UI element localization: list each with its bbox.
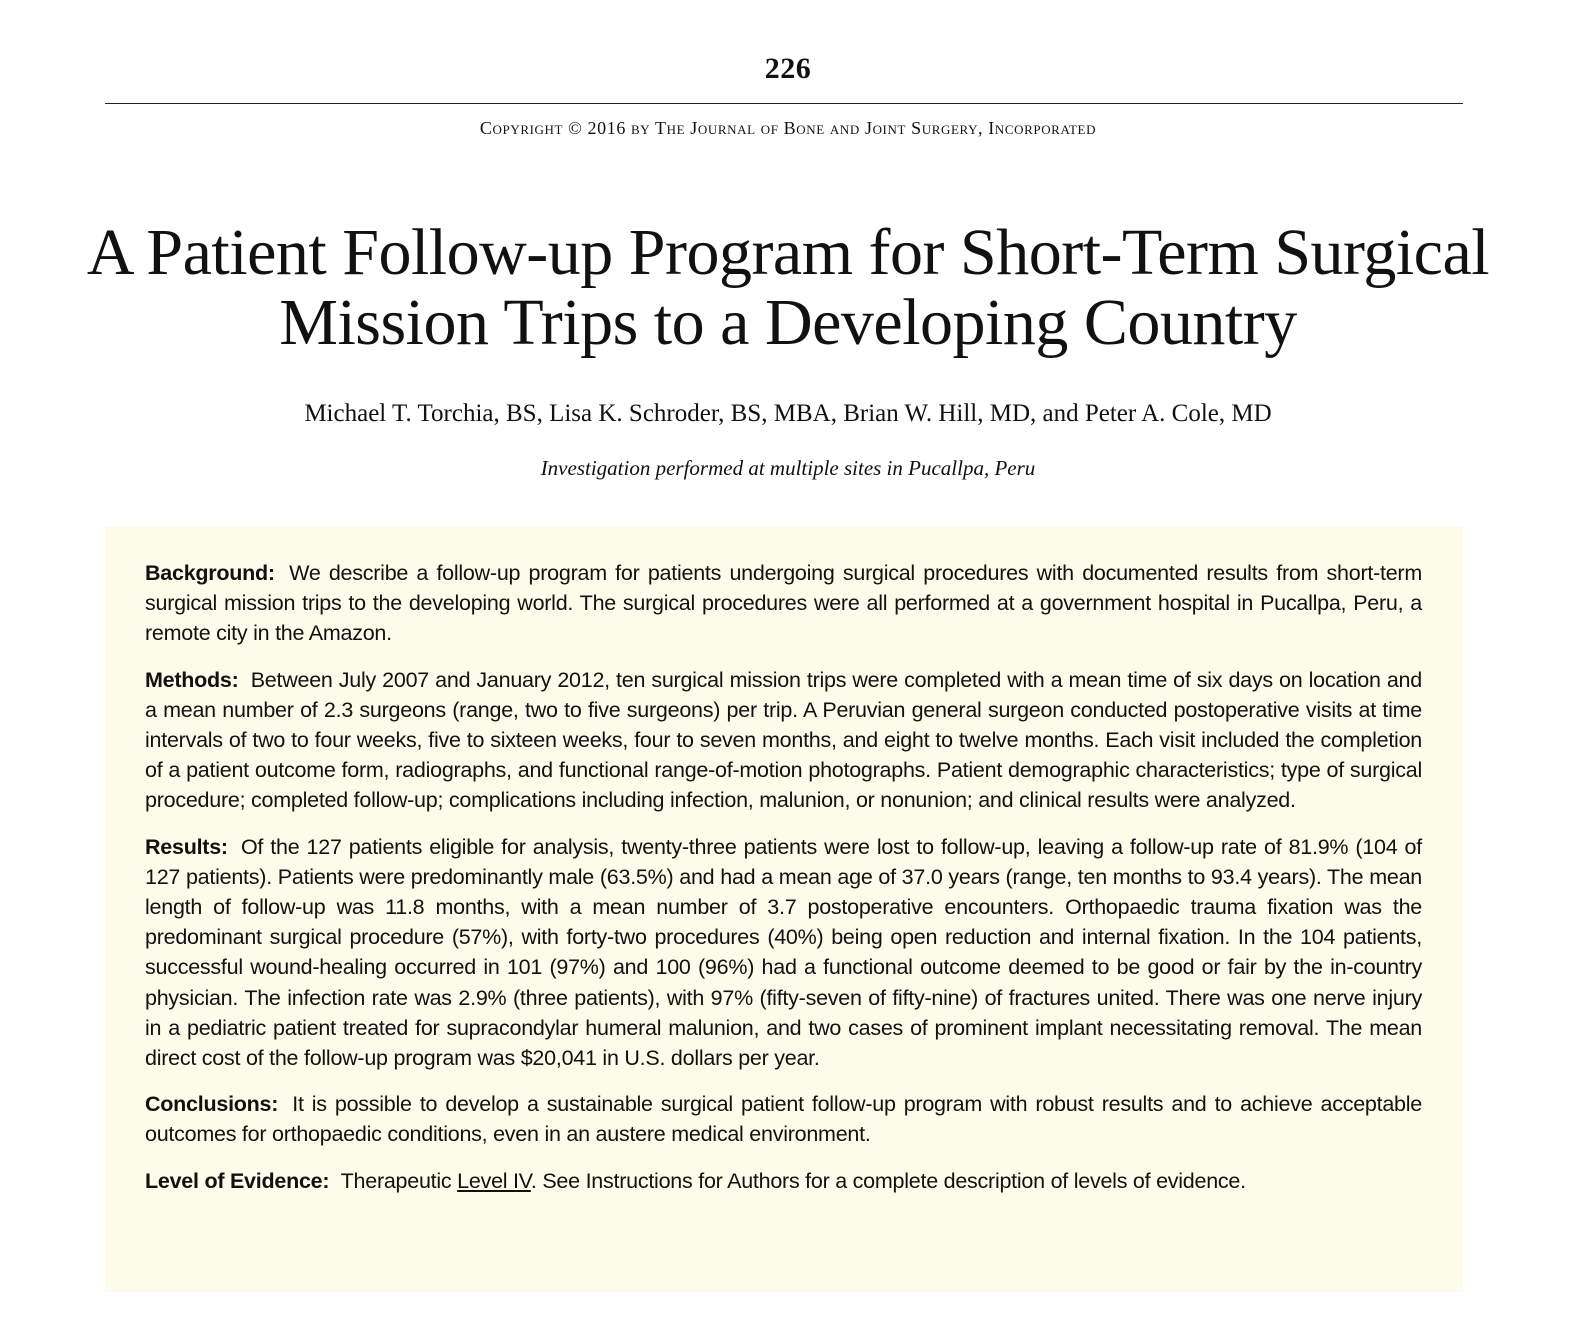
evidence-prefix: Therapeutic bbox=[340, 1168, 452, 1193]
abstract-methods bbox=[145, 665, 1422, 816]
level-iv-link[interactable]: Level IV bbox=[457, 1168, 531, 1193]
results-text: Of the 127 patients eligible for analysis, twenty-three patients were lost to follow-up, leaving a follow-up rate of 81.9% (104 of 127 patients). Patients were predominantly male (63.5%) and had a mean age of 37.0 years (range, ten months to 93.4 years). The mean length of follow-up was 11.8 months, with a mean number of 3.7 postoperative encounters. Orthopaedic trauma fixation was the predominant surgical procedure (57%), with forty-two procedures (40%) being open reduction and internal fixation. In the 104 patients, successful wound-healing occurred in 101 (97%) and 100 (96%) had a functional outcome deemed to be good or fair by the in-country physician. The infection rate was 2.9% (three patients), with 97% (fifty-seven of fifty-nine) of fractures united. There was one nerve injury in a pediatric patient treated for supracondylar humeral malunion, and two cases of prominent implant necessitating removal. The mean direct cost of the follow-up program was $20,041 in U.S. dollars per year. bbox=[145, 834, 1422, 1071]
copyright-line: Copyright © 2016 by The Journal of Bone and Joint Surgery, Incorporated bbox=[479, 118, 1097, 138]
methods-text: Between July 2007 and January 2012, ten surgical mission trips were completed with a mean time of six days on location and a mean number of 2.3 surgeons (range, two to five surgeons) per trip. A Peruvian general surgeon conducted postoperative visits at time intervals of two to four weeks, five to sixteen weeks, four to seven months, and eight to twelve months. Each visit included the completion of a patient outcome form, radiographs, and functional range-of-motion photographs. Patient demographic characteristics; type of surgical procedure; completed follow-up; complications including infection, malunion, or nonunion; and clinical results were analyzed. bbox=[145, 667, 1422, 813]
page-number: 226 bbox=[764, 52, 812, 85]
abstract-level-of-evidence bbox=[145, 1166, 1422, 1196]
header-rule bbox=[105, 103, 1463, 104]
authors: Michael T. Torchia, BS, Lisa K. Schroder, BS, MBA, Brian W. Hill, MD, and Peter A. Cole, MD bbox=[304, 400, 1272, 427]
title-line-2: Mission Trips to a Developing Country bbox=[279, 286, 1297, 359]
results-label: Results: bbox=[145, 834, 228, 859]
evidence-label: Level of Evidence: bbox=[145, 1168, 330, 1193]
background-text: We describe a follow-up program for patients undergoing surgical procedures with documented results from short-term surgical mission trips to the developing world. The surgical procedures were all performed at a government hospital in Pucallpa, Peru, a remote city in the Amazon. bbox=[145, 561, 1423, 646]
abstract-background bbox=[145, 558, 1422, 649]
methods-label: Methods: bbox=[145, 667, 239, 692]
conclusions-text: It is possible to develop a sustainable surgical patient follow-up program with robust results and to achieve acceptable outcomes for orthopaedic conditions, even in an austere medical environment. bbox=[145, 1092, 1422, 1147]
abstract-box bbox=[105, 527, 1463, 1292]
conclusions-label: Conclusions: bbox=[145, 1092, 279, 1117]
evidence-suffix: . See Instructions for Authors for a complete description of levels of evidence. bbox=[530, 1168, 1246, 1193]
investigation-site: Investigation performed at multiple sites in Pucallpa, Peru bbox=[540, 456, 1036, 480]
background-label: Background: bbox=[145, 561, 275, 585]
abstract-results bbox=[145, 832, 1422, 1074]
article-title bbox=[60, 218, 1516, 358]
title-line-1: A Patient Follow-up Program for Short-Term Surgical bbox=[86, 216, 1490, 289]
abstract-conclusions bbox=[145, 1089, 1422, 1149]
